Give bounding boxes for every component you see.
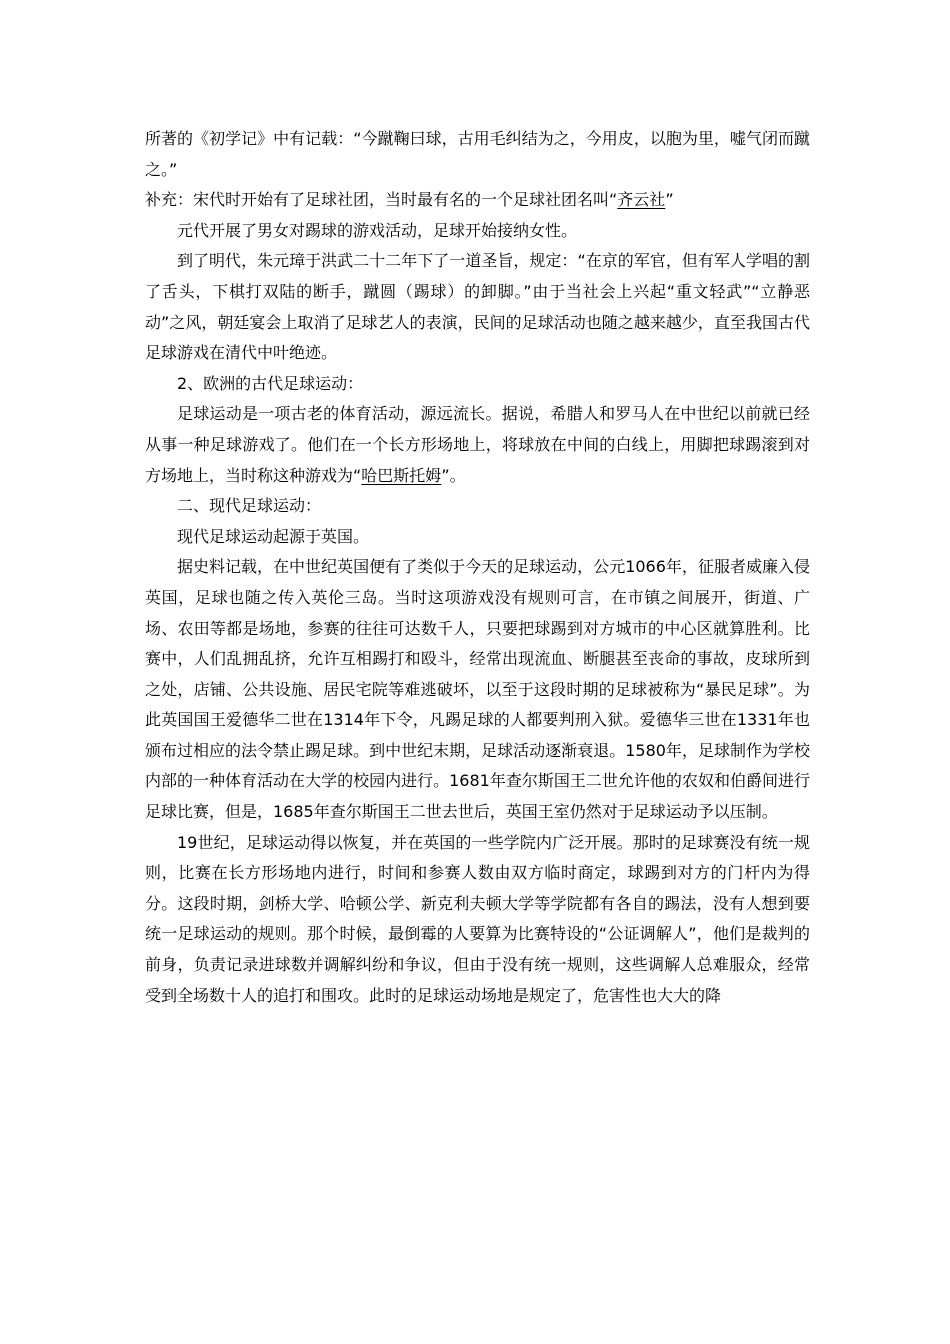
section-heading-modern-football [145, 491, 810, 522]
paragraph-modern-origin [145, 522, 810, 553]
section-heading-european-ancient-football [145, 369, 810, 400]
paragraph-song-dynasty-supplement [145, 185, 810, 216]
document-body [145, 124, 810, 1011]
paragraph-text: 所著的《初学记》中有记载：“今蹴鞠曰球，古用毛纠结为之，今用皮，以胞为里，嘘气闭而蹴之。” [145, 129, 810, 179]
paragraph-greek-roman-football [145, 399, 810, 491]
paragraph-ming-dynasty [145, 246, 810, 368]
paragraph-text: 足球运动是一项古老的体育活动，源远流长。据说，希腊人和罗马人在中世纪以前就已经从事一种足球游戏了。他们在一个长方形场地上，将球放在中间的白线上，用脚把球踢滚到对方场地上，当时称这种游戏为“ [145, 404, 810, 485]
link-qiyunshe[interactable]: 齐云社 [617, 190, 666, 210]
paragraph-text: 补充：宋代时开始有了足球社团，当时最有名的一个足球社团名叫“ [145, 190, 618, 210]
paragraph-yuan-dynasty [145, 216, 810, 247]
paragraph-text: ” [665, 190, 674, 210]
paragraph-text: ”。 [441, 465, 466, 485]
paragraph-text: 19世纪，足球运动得以恢复，并在英国的一些学院内广泛开展。那时的足球赛没有统一规则，比赛在长方形场地内进行，时间和参赛人数由双方临时商定，球踢到对方的门杆内为得分。这段时期，剑桥大学、哈顿公学、新克利夫顿大学等学院都有各自的踢法，没有人想到要统一足球运动的规则。那个时候，最倒霉的人要算为比赛特设的“公证调解人”，他们是裁判的前身，负责记录进球数并调解纠纷和争议，但由于没有统一规则，这些调解人总难服众，经常受到全场数十人的追打和围攻。此时的足球运动场地是规定了，危害性也大大的降 [145, 832, 810, 1005]
heading-text: 二、现代足球运动： [177, 496, 322, 516]
paragraph-chuxueji-quote [145, 124, 810, 185]
link-habasituomu[interactable]: 哈巴斯托姆 [361, 465, 442, 485]
heading-text: 2、欧洲的古代足球运动： [177, 373, 364, 393]
paragraph-text: 现代足球运动起源于英国。 [177, 526, 370, 546]
paragraph-text: 据史料记载，在中世纪英国便有了类似于今天的足球运动，公元1066年，征服者威廉入侵英国，足球也随之传入英伦三岛。当时这项游戏没有规则可言，在市镇之间展开，街道、广场、农田等都是场地，参赛的往往可达数千人，只要把球踢到对方城市的中心区就算胜利。比赛中，人们乱拥乱挤，允许互相踢打和殴斗，经常出现流血、断腿甚至丧命的事故，皮球所到之处，店铺、公共设施、居民宅院等难逃破坏，以至于这段时期的足球被称为“暴民足球”。为此英国国王爱德华二世在1314年下令，凡踢足球的人都要判刑入狱。爱德华三世在1331年也颁布过相应的法令禁止踢足球。到中世纪末期，足球活动逐渐衰退。1580年，足球制作为学校内部的一种体育活动在大学的校园内进行。1681年查尔斯国王二世允许他的农奴和伯爵间进行足球比赛，但是，1685年查尔斯国王二世去世后，英国王室仍然对于足球运动予以压制。 [145, 557, 810, 822]
paragraph-text: 到了明代，朱元璋于洪武二十二年下了一道圣旨，规定：“在京的军官，但有军人学唱的割了舌头，下棋打双陆的断手，蹴圆（踢球）的卸脚。”由于当社会上兴起“重文轻武”“立静恶动”之风，朝廷宴会上取消了足球艺人的表演，民间的足球活动也随之越来越少，直至我国古代足球游戏在清代中叶绝迹。 [145, 251, 810, 363]
paragraph-medieval-england [145, 552, 810, 827]
paragraph-text: 元代开展了男女对踢球的游戏活动，足球开始接纳女性。 [177, 220, 578, 240]
paragraph-19th-century [145, 828, 810, 1012]
